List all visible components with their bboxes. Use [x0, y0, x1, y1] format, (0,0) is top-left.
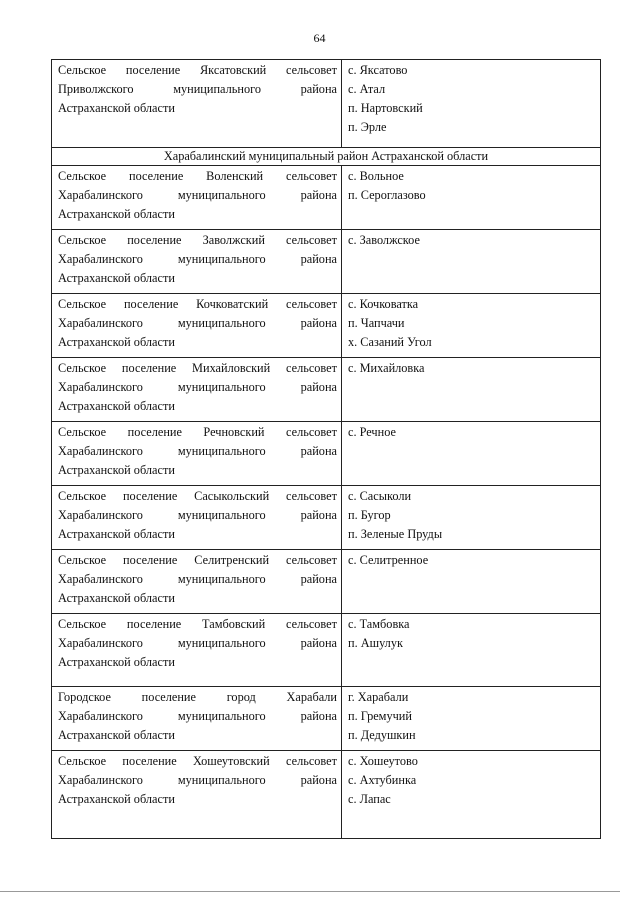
table-row	[52, 166, 601, 230]
locality: п. Гремучий	[348, 709, 412, 723]
localities-cell	[342, 60, 601, 148]
localities-cell	[342, 230, 601, 294]
locality: п. Чапчачи	[348, 316, 405, 330]
table-row	[52, 550, 601, 614]
table-row	[52, 422, 601, 486]
locality: п. Бугор	[348, 508, 391, 522]
locality: с. Тамбовка	[348, 617, 410, 631]
localities-cell	[342, 687, 601, 751]
settlement-name: Сельское поселение Селитренский сельсовет Харабалинского муниципального района Астраханской области	[52, 550, 342, 614]
locality: с. Хошеутово	[348, 754, 418, 768]
table-row	[52, 486, 601, 550]
settlement-name: Сельское поселение Заволжский сельсовет Харабалинского муниципального района Астраханской области	[52, 230, 342, 294]
localities-cell	[342, 166, 601, 230]
locality: с. Вольное	[348, 169, 404, 183]
page-number: 64	[313, 31, 326, 45]
locality: с. Сасыколи	[348, 489, 412, 503]
table-row	[52, 230, 601, 294]
localities-cell	[342, 422, 601, 486]
locality: с. Михайловка	[348, 361, 425, 375]
locality: с. Заволжское	[348, 233, 420, 247]
settlement-name: Сельское поселение Сасыкольский сельсовет Харабалинского муниципального района Астраханской области	[52, 486, 342, 550]
settlement-name: Сельское поселение Михайловский сельсовет Харабалинского муниципального района Астраханской области	[52, 358, 342, 422]
settlement-name: Сельское поселение Хошеутовский сельсовет Харабалинского муниципального района Астраханской области	[52, 751, 342, 839]
locality: г. Харабали	[348, 690, 409, 704]
settlements-table-body	[52, 60, 601, 839]
table-row	[52, 687, 601, 751]
locality: п. Зеленые Пруды	[348, 527, 443, 541]
district-header: Харабалинский муниципальный район Астраханской области	[52, 148, 601, 166]
localities-cell	[342, 486, 601, 550]
table-row	[52, 614, 601, 687]
locality: с. Кочковатка	[348, 297, 419, 311]
locality: п. Ашулук	[348, 636, 403, 650]
table-row	[52, 294, 601, 358]
locality: с. Лапас	[348, 792, 391, 806]
locality: с. Атал	[348, 82, 386, 96]
settlement-name: Сельское поселение Кочковатский сельсовет Харабалинского муниципального района Астраханской области	[52, 294, 342, 358]
locality: с. Речное	[348, 425, 396, 439]
table-row	[52, 60, 601, 148]
settlement-name: Сельское поселение Речновский сельсовет Харабалинского муниципального района Астраханской области	[52, 422, 342, 486]
localities-cell	[342, 550, 601, 614]
settlement-name: Сельское поселение Яксатовский сельсовет Приволжского муниципального района Астраханской области	[52, 60, 342, 148]
table-row	[52, 358, 601, 422]
locality: п. Сероглазово	[348, 188, 426, 202]
settlement-name: Сельское поселение Воленский сельсовет Харабалинского муниципального района Астраханской области	[52, 166, 342, 230]
locality: с. Селитренное	[348, 553, 429, 567]
settlement-name: Сельское поселение Тамбовский сельсовет Харабалинского муниципального района Астраханской области	[52, 614, 342, 687]
localities-cell	[342, 294, 601, 358]
localities-cell	[342, 358, 601, 422]
settlements-table	[51, 59, 601, 839]
locality: х. Сазаний Угол	[348, 335, 432, 349]
locality: с. Яксатово	[348, 63, 408, 77]
locality: п. Дедушкин	[348, 728, 416, 742]
table-row	[52, 751, 601, 839]
locality: п. Нартовский	[348, 101, 423, 115]
locality: с. Ахтубинка	[348, 773, 417, 787]
localities-cell	[342, 614, 601, 687]
district-header-row	[52, 148, 601, 166]
settlement-name: Городское поселение город Харабали Харабалинского муниципального района Астраханской области	[52, 687, 342, 751]
localities-cell	[342, 751, 601, 839]
locality: п. Эрле	[348, 120, 387, 134]
footer-divider	[0, 891, 620, 892]
